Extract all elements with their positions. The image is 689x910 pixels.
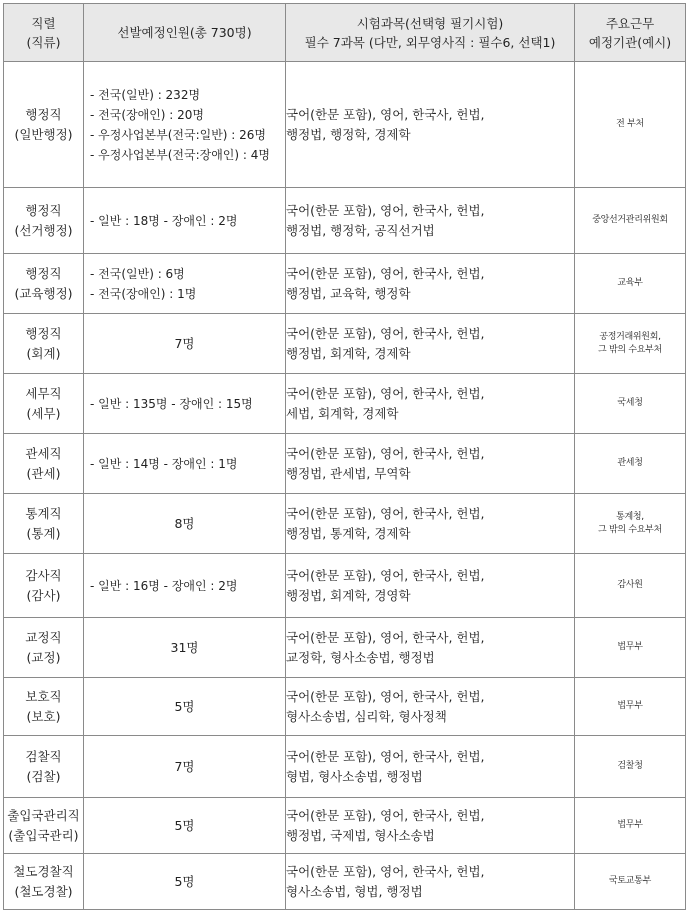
quota-cell — [84, 62, 286, 188]
subjects-cell — [286, 62, 575, 188]
org-cell — [575, 188, 686, 254]
subjects-line: 교정학, 형사소송법, 행정법 — [286, 649, 435, 665]
org-label: 법무부 — [617, 820, 643, 830]
subjects-line: 행정법, 행정학, 경제학 — [286, 126, 411, 142]
subjects-cell — [286, 374, 575, 434]
quota-cell — [84, 678, 286, 736]
quota-item: - 전국(일반) : 232명 — [90, 87, 201, 102]
job-cell — [4, 854, 84, 910]
quota-cell — [84, 798, 286, 854]
job-label: 출입국관리직 — [7, 807, 80, 823]
table-body — [4, 62, 686, 910]
job-label: 철도경찰직 — [13, 863, 74, 879]
org-cell — [575, 736, 686, 798]
quota-item: - 전국(일반) : 6명 — [90, 266, 185, 281]
quota-cell — [84, 736, 286, 798]
org-cell — [575, 314, 686, 374]
subjects-cell — [286, 618, 575, 678]
org-label: 통계청, — [616, 511, 644, 522]
quota-cell — [84, 494, 286, 554]
job-label: 세무직 — [25, 385, 62, 401]
job-label: 보호직 — [25, 688, 62, 704]
job-cell — [4, 314, 84, 374]
job-label: (관세) — [26, 465, 61, 481]
table-row — [4, 374, 686, 434]
subjects-line: 국어(한문 포함), 영어, 한국사, 헌법, — [286, 505, 485, 521]
org-cell — [575, 554, 686, 618]
org-label: 검찰청 — [617, 761, 643, 771]
header-subjects: 시험과목(선택형 필기시험) 필수 7과목 (다만, 외무영사직 : 필수6, 선택1) — [286, 4, 575, 62]
job-label: (교육행정) — [14, 285, 73, 301]
header-job: 직렬 (직류) — [4, 4, 84, 62]
subjects-line: 형사소송법, 심리학, 형사정책 — [286, 708, 447, 724]
job-label: (선거행정) — [14, 222, 73, 238]
org-cell — [575, 678, 686, 736]
job-cell — [4, 798, 84, 854]
quota-inline: - 일반 : 18명 - 장애인 : 2명 — [90, 213, 238, 228]
subjects-line: 행정법, 통계학, 경제학 — [286, 525, 411, 541]
subjects-line: 국어(한문 포함), 영어, 한국사, 헌법, — [286, 567, 485, 583]
subjects-cell — [286, 798, 575, 854]
quota-cell — [84, 188, 286, 254]
subjects-line: 행정법, 교육학, 행정학 — [286, 285, 411, 301]
subjects-line: 행정법, 국제법, 형사소송법 — [286, 827, 435, 843]
job-label: (검찰) — [26, 768, 61, 784]
subjects-line: 행정법, 관세법, 무역학 — [286, 465, 411, 481]
org-label: 교육부 — [617, 278, 643, 288]
org-label: 법무부 — [617, 642, 643, 652]
job-label: (철도경찰) — [14, 883, 73, 899]
quota-cell — [84, 374, 286, 434]
job-label: (통계) — [26, 525, 61, 541]
job-cell — [4, 618, 84, 678]
job-label: (세무) — [26, 405, 61, 421]
subjects-line: 형사소송법, 형법, 행정법 — [286, 883, 423, 899]
subjects-line: 국어(한문 포함), 영어, 한국사, 헌법, — [286, 807, 485, 823]
subjects-line: 형법, 형사소송법, 행정법 — [286, 768, 423, 784]
job-label: (회계) — [26, 345, 61, 361]
quota-item: - 우정사업본부(전국:일반) : 26명 — [90, 127, 267, 142]
subjects-line: 국어(한문 포함), 영어, 한국사, 헌법, — [286, 445, 485, 461]
quota-count: 5명 — [174, 817, 195, 833]
subjects-cell — [286, 854, 575, 910]
subjects-cell — [286, 494, 575, 554]
org-cell — [575, 798, 686, 854]
exam-table — [3, 3, 686, 910]
subjects-line: 국어(한문 포함), 영어, 한국사, 헌법, — [286, 265, 485, 281]
org-label: 그 밖의 수요부처 — [598, 344, 662, 355]
subjects-line: 행정법, 회계학, 경제학 — [286, 345, 411, 361]
subjects-cell — [286, 188, 575, 254]
job-cell — [4, 434, 84, 494]
quota-inline: - 일반 : 135명 - 장애인 : 15명 — [90, 396, 253, 411]
org-label: 그 밖의 수요부처 — [598, 524, 662, 535]
table-row — [4, 62, 686, 188]
job-label: (교정) — [26, 649, 61, 665]
quota-count: 8명 — [174, 515, 195, 531]
subjects-cell — [286, 736, 575, 798]
org-cell — [575, 62, 686, 188]
job-label: 감사직 — [25, 567, 62, 583]
subjects-line: 국어(한문 포함), 영어, 한국사, 헌법, — [286, 863, 485, 879]
subjects-line: 행정법, 행정학, 공직선거법 — [286, 222, 435, 238]
quota-cell — [84, 554, 286, 618]
subjects-cell — [286, 434, 575, 494]
job-label: 행정직 — [25, 325, 62, 341]
quota-count: 7명 — [174, 758, 195, 774]
table-row — [4, 678, 686, 736]
quota-cell — [84, 618, 286, 678]
org-label: 공정거래위원회, — [599, 331, 661, 342]
quota-item: - 전국(장애인) : 1명 — [90, 286, 197, 301]
quota-count: 5명 — [174, 873, 195, 889]
job-cell — [4, 62, 84, 188]
job-label: 관세직 — [25, 445, 62, 461]
job-label: (보호) — [26, 708, 61, 724]
job-cell — [4, 736, 84, 798]
org-label: 중앙선거관리위원회 — [592, 215, 668, 225]
quota-inline: - 일반 : 14명 - 장애인 : 1명 — [90, 456, 238, 471]
subjects-cell — [286, 554, 575, 618]
job-label: 통계직 — [25, 505, 62, 521]
job-cell — [4, 494, 84, 554]
subjects-line: 세법, 회계학, 경제학 — [286, 405, 399, 421]
job-label: 검찰직 — [25, 748, 62, 764]
quota-cell — [84, 314, 286, 374]
table-row — [4, 798, 686, 854]
table-row — [4, 188, 686, 254]
quota-count: 31명 — [170, 639, 199, 655]
subjects-line: 국어(한문 포함), 영어, 한국사, 헌법, — [286, 748, 485, 764]
quota-cell — [84, 854, 286, 910]
job-label: (감사) — [26, 587, 61, 603]
table-row — [4, 618, 686, 678]
subjects-line: 국어(한문 포함), 영어, 한국사, 헌법, — [286, 106, 485, 122]
quota-cell — [84, 434, 286, 494]
subjects-line: 국어(한문 포함), 영어, 한국사, 헌법, — [286, 688, 485, 704]
subjects-line: 국어(한문 포함), 영어, 한국사, 헌법, — [286, 202, 485, 218]
table-row — [4, 736, 686, 798]
header-row — [4, 4, 686, 62]
org-label: 국세청 — [617, 398, 643, 408]
header-quota: 선발예정인원(총 730명) — [84, 4, 286, 62]
job-label: (출입국관리) — [8, 827, 79, 843]
subjects-cell — [286, 314, 575, 374]
header-org: 주요근무 예정기관(예시) — [575, 4, 686, 62]
quota-item: - 전국(장애인) : 20명 — [90, 107, 205, 122]
quota-item: - 우정사업본부(전국:장애인) : 4명 — [90, 147, 270, 162]
org-cell — [575, 494, 686, 554]
job-label: 교정직 — [25, 629, 62, 645]
org-label: 관세청 — [617, 458, 643, 468]
org-label: 국토교통부 — [609, 876, 651, 886]
org-label: 법무부 — [617, 701, 643, 711]
quota-count: 5명 — [174, 698, 195, 714]
org-cell — [575, 618, 686, 678]
job-label: 행정직 — [25, 202, 62, 218]
job-cell — [4, 554, 84, 618]
job-cell — [4, 254, 84, 314]
subjects-line: 국어(한문 포함), 영어, 한국사, 헌법, — [286, 325, 485, 341]
table-row — [4, 854, 686, 910]
table-row — [4, 314, 686, 374]
subjects-line: 국어(한문 포함), 영어, 한국사, 헌법, — [286, 385, 485, 401]
job-label: 행정직 — [25, 265, 62, 281]
subjects-line: 국어(한문 포함), 영어, 한국사, 헌법, — [286, 629, 485, 645]
org-label: 감사원 — [617, 580, 643, 590]
org-cell — [575, 434, 686, 494]
job-label: 행정직 — [25, 106, 62, 122]
org-cell — [575, 254, 686, 314]
quota-inline: - 일반 : 16명 - 장애인 : 2명 — [90, 578, 238, 593]
job-cell — [4, 374, 84, 434]
job-cell — [4, 188, 84, 254]
table-row — [4, 434, 686, 494]
quota-count: 7명 — [174, 335, 195, 351]
table-row — [4, 494, 686, 554]
quota-list — [84, 85, 285, 165]
subjects-cell — [286, 254, 575, 314]
job-cell — [4, 678, 84, 736]
subjects-line: 행정법, 회계학, 경영학 — [286, 587, 411, 603]
subjects-cell — [286, 678, 575, 736]
org-cell — [575, 854, 686, 910]
table-row — [4, 254, 686, 314]
org-label: 전 부처 — [616, 119, 644, 129]
quota-cell — [84, 254, 286, 314]
table-row — [4, 554, 686, 618]
job-label: (일반행정) — [14, 126, 73, 142]
quota-list — [84, 264, 285, 304]
org-cell — [575, 374, 686, 434]
